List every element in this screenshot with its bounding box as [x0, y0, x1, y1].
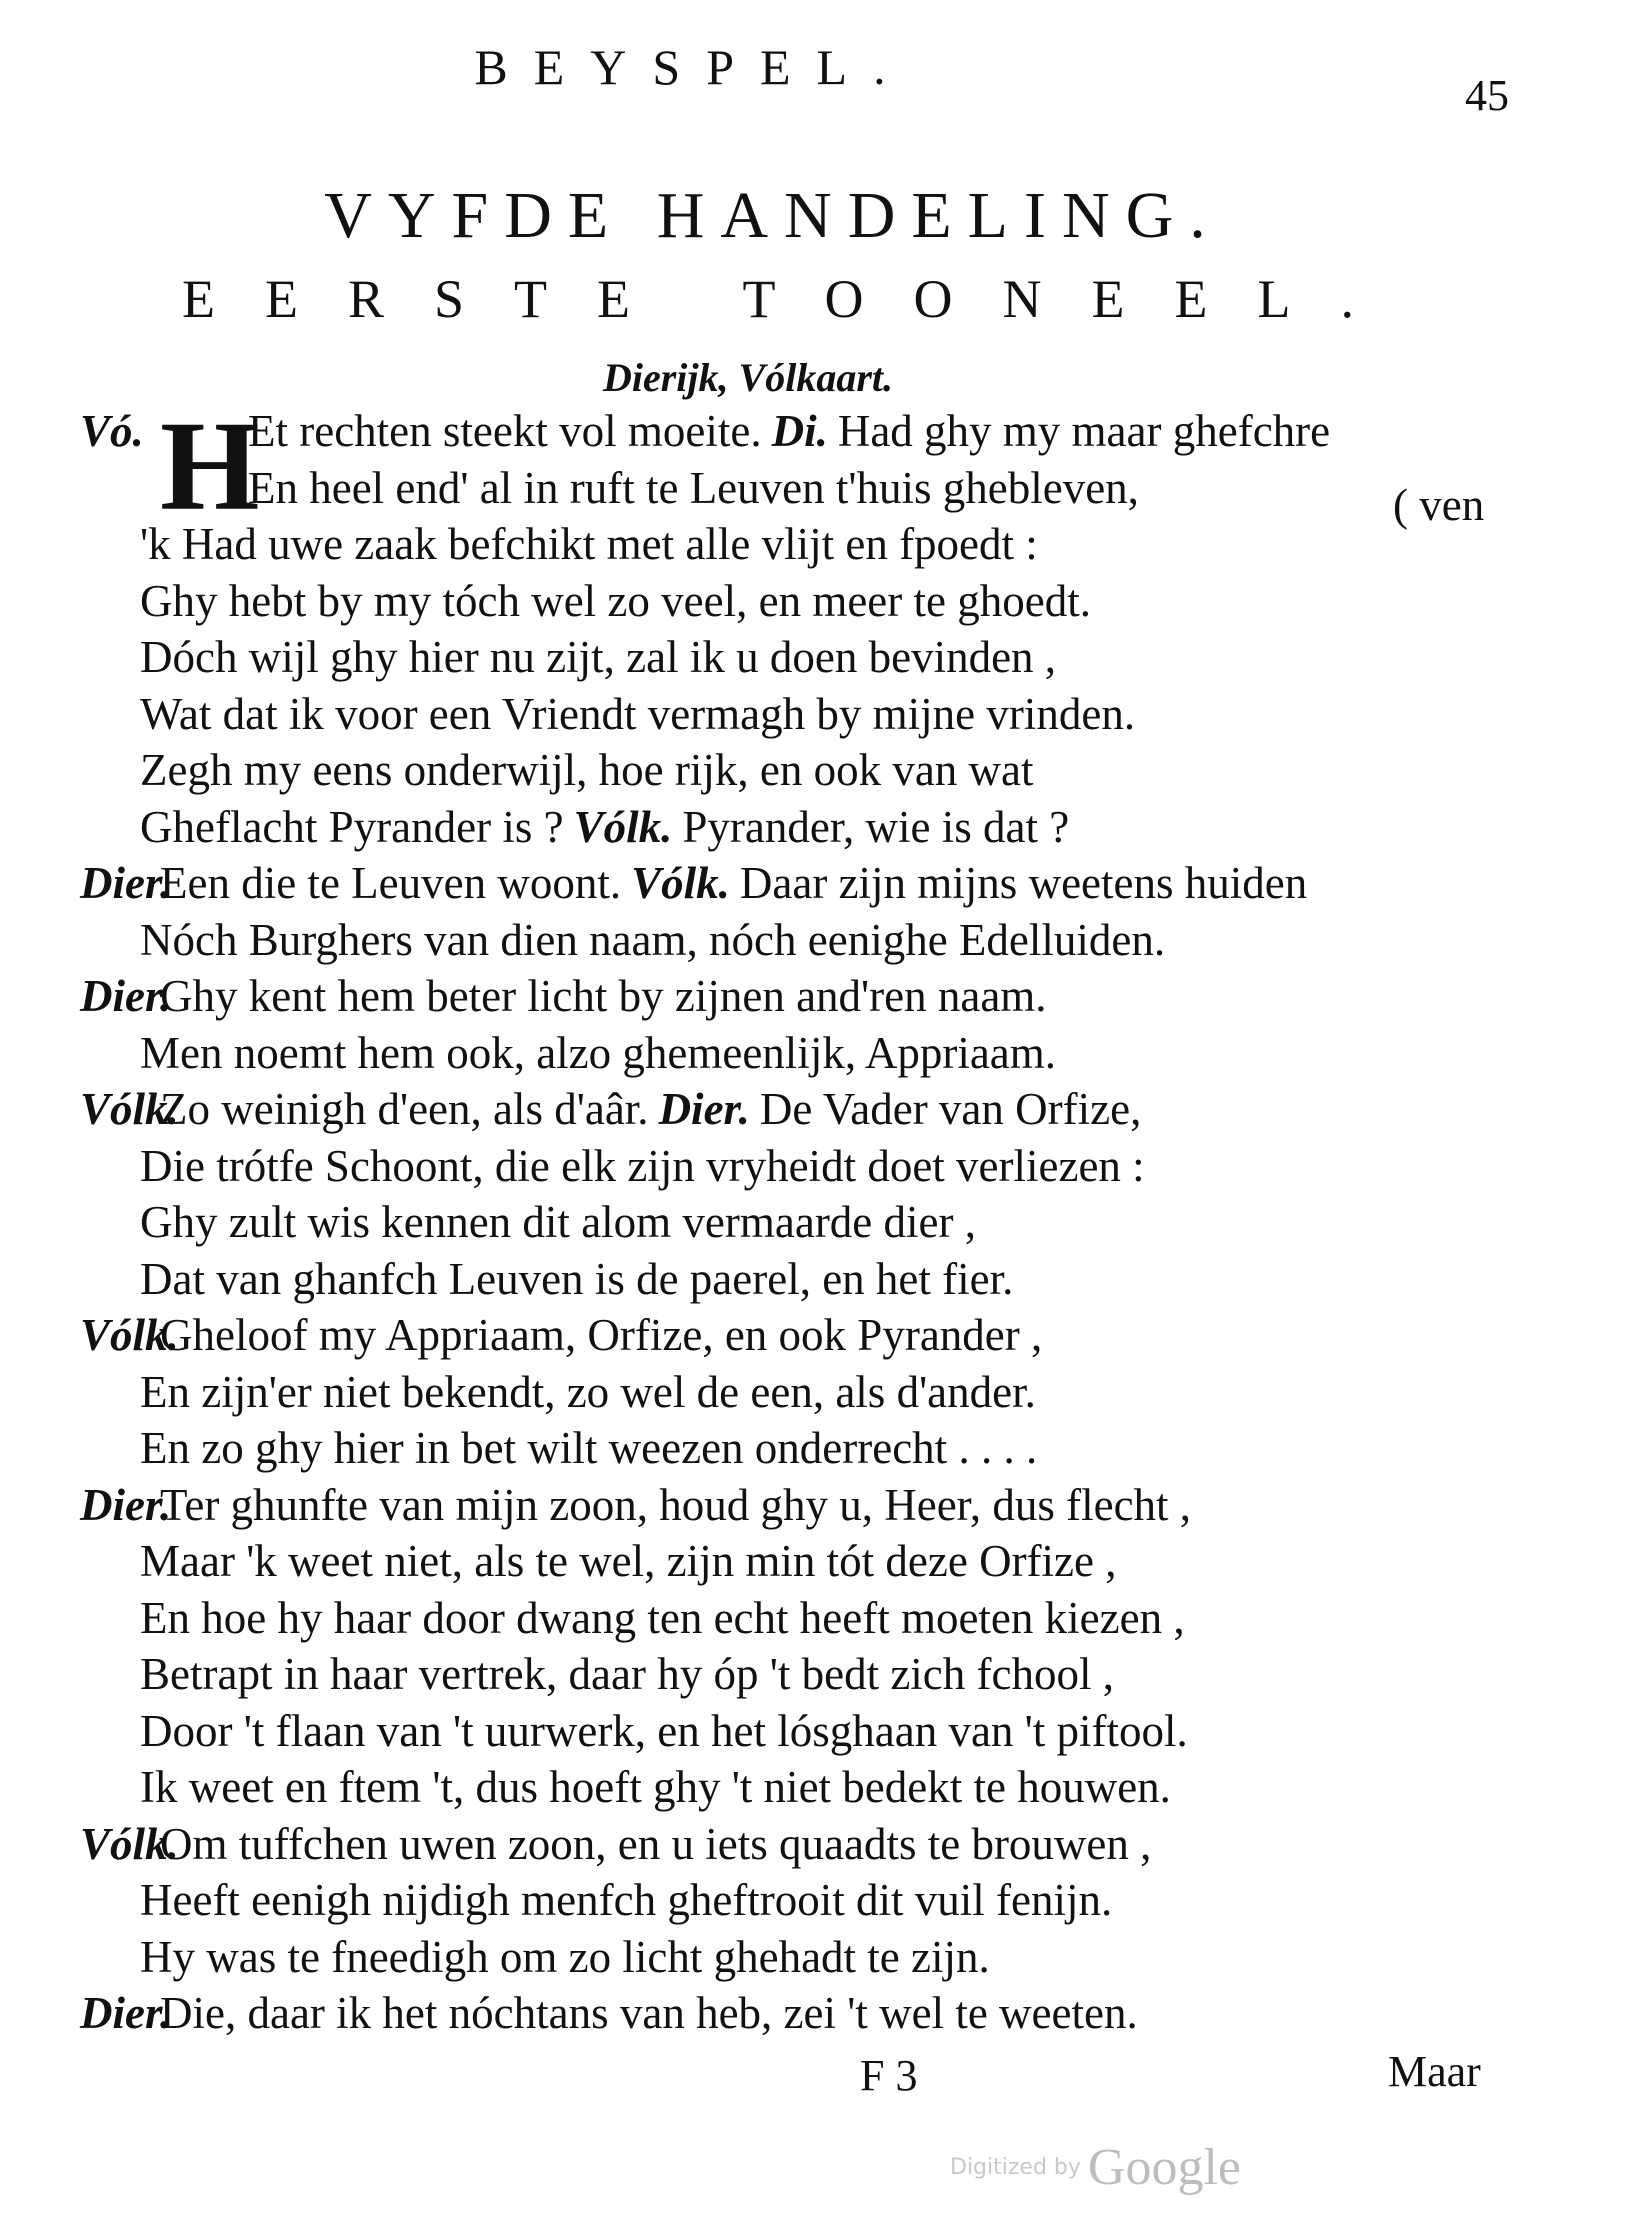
verse-line [80, 1137, 1520, 1195]
verse-line [80, 911, 1520, 969]
drop-cap-initial: H [160, 395, 260, 537]
verse-line [80, 1024, 1520, 1082]
speaker-label: Dier. [80, 971, 172, 1021]
verse-line [80, 1363, 1520, 1421]
verse-line [80, 1984, 1520, 2042]
verse-text-segment: Gheloof my Appriaam, Orfize, en ook Pyrander , [160, 1310, 1043, 1360]
verse-line [80, 685, 1520, 743]
speaker-label: Dier. [80, 1988, 172, 2038]
speaker-label: Vólk. [573, 801, 673, 852]
verse-text-segment: 'k Had uwe zaak befchikt met alle vlijt en fpoedt : [140, 519, 1038, 569]
verse-line [80, 1758, 1520, 1816]
speaker-label: Vólk. [631, 858, 730, 908]
speaker-label: Vólk. [80, 1310, 179, 1360]
verse-text-segment: Gheflacht Pyrander is ? [140, 801, 564, 852]
verse-text-segment: Ghy hebt by my tóch wel zo veel, en meer te ghoedt. [140, 575, 1091, 626]
verse-line [80, 1306, 1520, 1364]
verse-text-segment: Daar zijn mijns weetens huiden [739, 858, 1308, 908]
watermark-brand: Google [1087, 2139, 1241, 2196]
verse-line [80, 798, 1520, 856]
verse-text-segment: En zo ghy hier in bet wilt weezen onderrecht . . . . [140, 1423, 1038, 1473]
verse-line [80, 1702, 1520, 1760]
verse-text-segment: Zegh my eens onderwijl, hoe rijk, en ook van wat [140, 745, 1034, 795]
verse-text-segment: Wat dat ik voor een Vriendt vermagh by mijne vrinden. [140, 688, 1136, 739]
speaker-label: Dier. [80, 858, 172, 908]
speaker-label: Dier. [658, 1084, 750, 1134]
speaker-label: Vólk. [80, 1084, 179, 1134]
verse-text-segment: Men noemt hem ook, alzo ghemeenlijk, Appriaam. [140, 1027, 1057, 1078]
verse-text-segment: De Vader van Orfize, [759, 1084, 1142, 1134]
verse-line [80, 1871, 1520, 1929]
turned-word: ( ven [1393, 480, 1485, 530]
verse-line [80, 572, 1520, 630]
speaker-label: Vólk. [80, 1818, 179, 1869]
verse-text-segment: Dat van ghanfch Leuven is de paerel, en het fier. [140, 1253, 1014, 1304]
cast-list: Dierijk, Vólkaart. [602, 355, 894, 400]
verse-text-segment: Had ghy my maar ghefchre [837, 406, 1331, 456]
verse-text-segment: Zo weinigh d'een, als d'aâr. [160, 1084, 649, 1134]
verse-line [80, 1645, 1520, 1703]
page-number: 45 [1465, 71, 1509, 120]
verse-text-segment: Pyrander, wie is dat ? [682, 801, 1070, 852]
speaker-label: Di. [771, 406, 828, 456]
verse-text-segment: Die, daar ik het nóchtans van heb, zei 't wel te weeten. [160, 1988, 1138, 2038]
verse-line [80, 1589, 1520, 1647]
verse-line [80, 854, 1520, 912]
verse-line [80, 1080, 1520, 1138]
act-title: VYFDE HANDELING. [324, 179, 1222, 252]
verse-line [80, 1419, 1520, 1477]
speaker-label: Dier. [80, 1479, 172, 1530]
catchword: Maar [1388, 2047, 1481, 2096]
verse-text-segment: En zijn'er niet bekendt, zo wel de een, als d'ander. [140, 1366, 1036, 1417]
watermark-prefix: Digitized by [950, 2155, 1081, 2180]
verse-text-segment: Betrapt in haar vertrek, daar hy óp 't bedt zich fchool , [140, 1649, 1114, 1699]
signature-mark: F 3 [860, 2051, 918, 2100]
verse-text-segment: Et rechten steekt vol moeite. [248, 406, 762, 456]
verse-text-segment: Nóch Burghers van dien naam, nóch eenighe Edelluiden. [140, 914, 1166, 965]
verse-text-segment: Ik weet en ftem 't, dus hoeft ghy 't niet bedekt te houwen. [140, 1762, 1171, 1812]
running-head: BEYSPEL. [474, 39, 912, 95]
verse-text-segment: Door 't flaan van 't uurwerk, en het lósghaan van 't piftool. [140, 1705, 1188, 1756]
verse-line [80, 741, 1520, 799]
verse-text-segment: En hoe hy haar door dwang ten echt heeft moeten kiezen , [140, 1592, 1185, 1643]
verse-line [80, 1193, 1520, 1251]
verse-text-segment: Heeft eenigh nijdigh menfch gheftrooit dit vuil fenijn. [140, 1875, 1113, 1925]
scene-title: EERSTE TOONEEL. [182, 269, 1404, 329]
speaker-label: Vó. [80, 406, 144, 456]
verse-text-segment: Ter ghunfte van mijn zoon, houd ghy u, Heer, dus flecht , [160, 1479, 1192, 1530]
verse-line [80, 402, 1520, 460]
verse-line [80, 515, 1520, 573]
verse-line [80, 1815, 1520, 1873]
verse-text-segment: Ghy zult wis kennen dit alom vermaarde dier , [140, 1197, 976, 1247]
verse-text-segment: En heel end' al in ruft te Leuven t'huis ghebleven, [248, 462, 1139, 513]
verse-text-segment: Hy was te fneedigh om zo licht ghehadt te zijn. [140, 1931, 990, 1982]
verse-line [80, 628, 1520, 686]
verse-line [80, 1476, 1520, 1534]
verse-text-segment: Dóch wijl ghy hier nu zijt, zal ik u doen bevinden , [140, 632, 1057, 682]
verse-text-segment: Die trótfe Schoont, die elk zijn vryheidt doet verliezen : [140, 1140, 1145, 1191]
verse-text-segment: Om tuffchen uwen zoon, en u iets quaadts te brouwen , [160, 1818, 1152, 1869]
digitization-watermark [950, 2139, 1241, 2196]
verse-line [80, 1532, 1520, 1590]
verse-line [80, 967, 1520, 1025]
verse-line [80, 459, 1520, 517]
verse-line [80, 1250, 1520, 1308]
verse-line [80, 1928, 1520, 1986]
verse-text-segment: Ghy kent hem beter licht by zijnen and'ren naam. [160, 971, 1047, 1021]
verse-text-segment: Een die te Leuven woont. [160, 858, 622, 908]
verse-text-segment: Maar 'k weet niet, als te wel, zijn min tót deze Orfize , [140, 1536, 1117, 1586]
